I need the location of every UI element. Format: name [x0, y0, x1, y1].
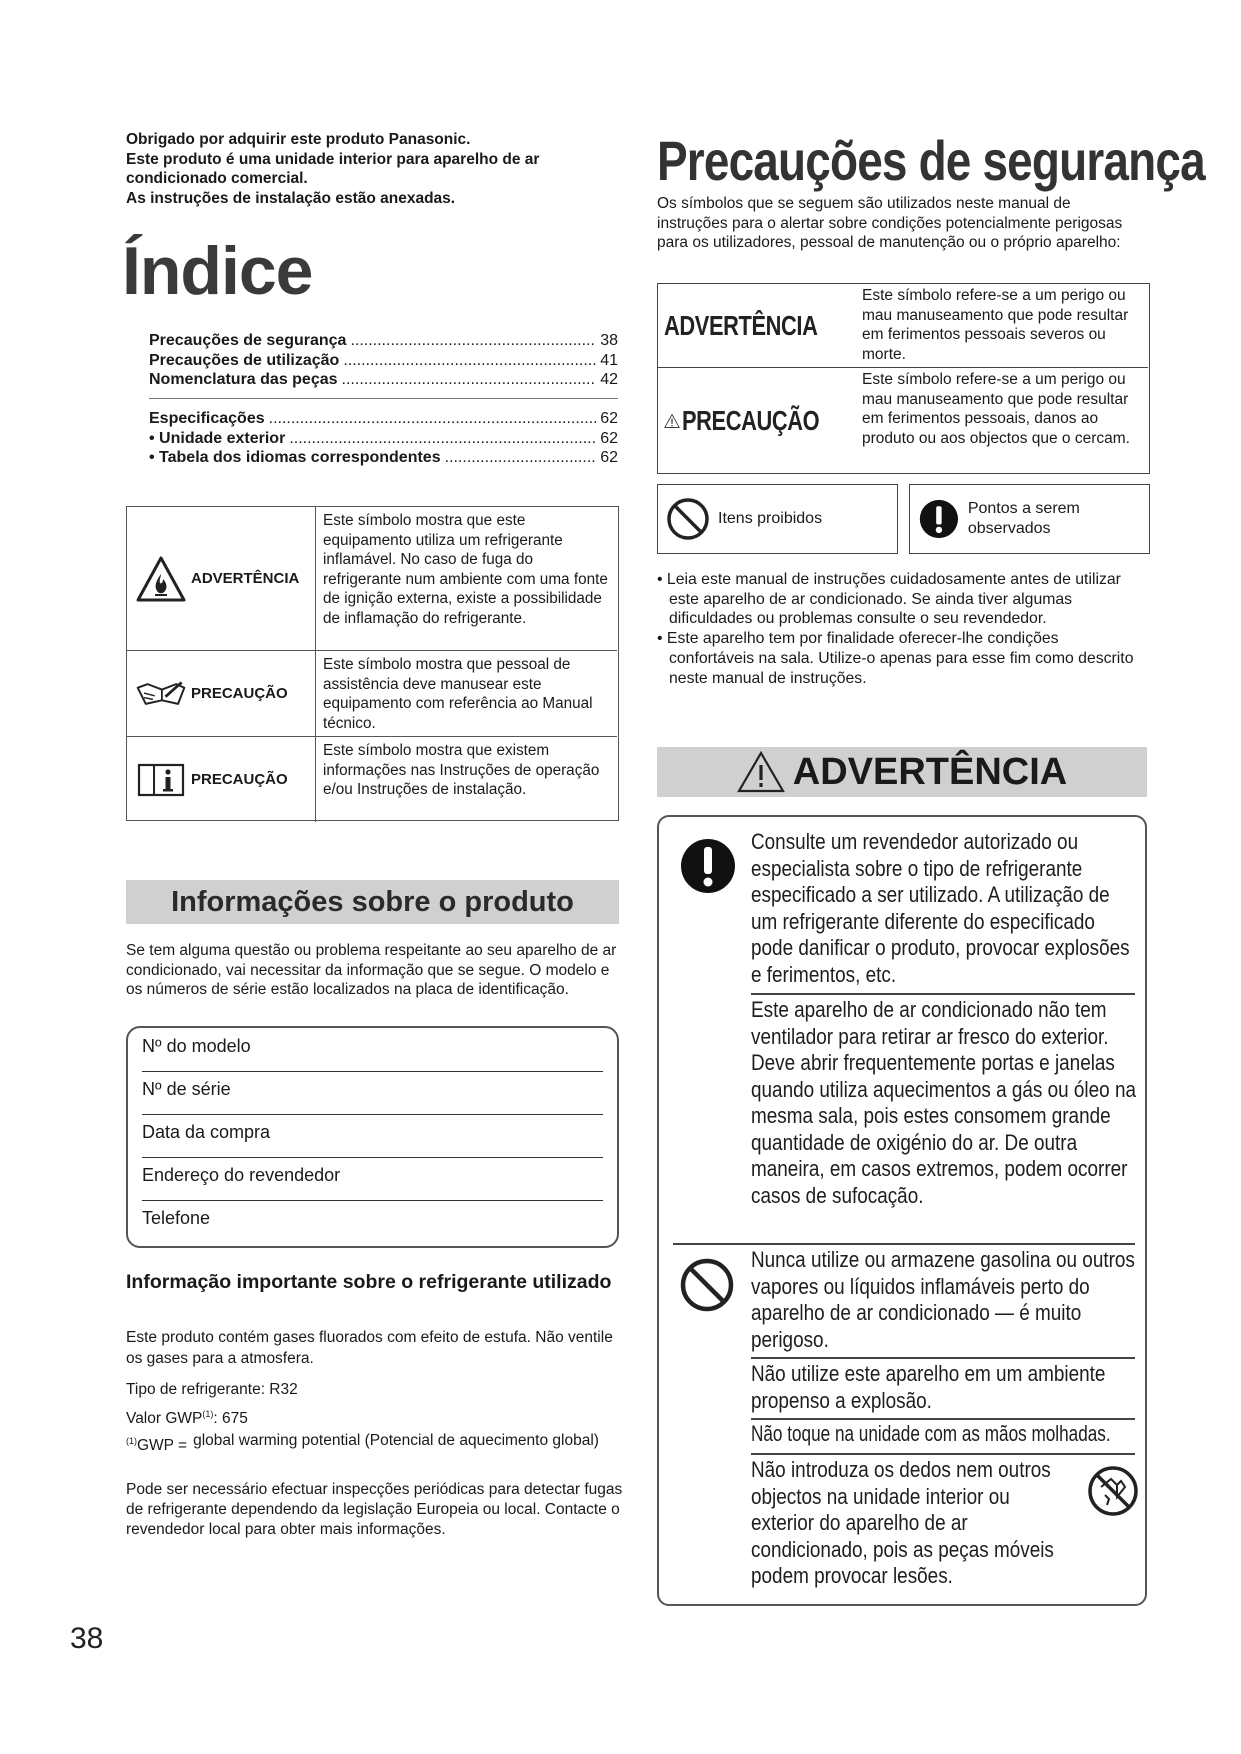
- gwp-value: Valor GWP$^{(1)}$: 675: [126, 1409, 248, 1428]
- warning-text: Não toque na unidade com as mãos molhadas.: [751, 1421, 1111, 1446]
- toc-divider: [149, 398, 618, 399]
- hazard-legend: [657, 283, 1150, 474]
- legend-label: ADVERTÊNCIA: [664, 309, 818, 341]
- warning-band: [657, 747, 1147, 797]
- legend-description: Este símbolo refere-se a um perigo ou mau manuseamento que pode resultar em ferimentos pessoais severos ou morte.: [862, 287, 1129, 363]
- warning-separator: [751, 993, 1135, 995]
- toc-entry[interactable]: Nomenclatura das peças ..... 42: [149, 371, 618, 391]
- toc-entry[interactable]: Precauções de segurança ..... 38: [149, 332, 618, 352]
- symbol-description: Este símbolo mostra que este equipamento utiliza um refrigerante inflamável. No caso de fuga do refrigerante num ambiente com uma fonte de ignição externa, existe a possibilidade de inflamação do refrigerante.: [323, 512, 608, 627]
- warning-box: [657, 815, 1147, 1606]
- flammable-warning-icon: [135, 556, 187, 602]
- toc-entry[interactable]: Precauções de utilização ..... 41: [149, 352, 618, 372]
- refrigerant-paragraph-1: Este produto contém gases fluorados com efeito de estufa. Não ventile os gases para a atmosfera.: [126, 1329, 613, 1367]
- prohibited-icon: [679, 1257, 735, 1313]
- symbol-table: [126, 506, 619, 821]
- product-info-paragraph: Se tem alguma questão ou problema respeitante ao seu aparelho de ar condicionado, vai necessitar da informação que se segue. O modelo e os números de série estão localizados na placa de identificação.: [126, 942, 617, 999]
- warning-separator: [751, 1357, 1135, 1359]
- warning-band-title: ADVERTÊNCIA: [792, 750, 1068, 793]
- page-number: 38: [70, 1622, 104, 1655]
- refrigerant-heading: Informação importante sobre o refrigerante utilizado: [126, 1271, 612, 1293]
- observed-label: Pontos a serem observados: [967, 500, 1080, 537]
- symbol-description: Este símbolo mostra que pessoal de assistência deve manusear este equipamento com referência ao Manual técnico.: [323, 656, 593, 732]
- symbol-label: PRECAUÇÃO: [191, 771, 288, 788]
- legend-label: PRECAUÇÃO: [682, 404, 820, 436]
- intro-text: [126, 130, 626, 208]
- symbol-label: PRECAUÇÃO: [191, 685, 288, 702]
- bullet-item: • Este aparelho tem por finalidade oferecer-lhe condições confortáveis na sala. Utilize-o apenas para esse fim como descrito neste manual de instruções.: [657, 630, 1134, 687]
- product-info-title: Informações sobre o produto: [126, 880, 619, 924]
- dealer-address-field[interactable]: Endereço do revendedor: [142, 1165, 341, 1185]
- toc-group-1: [149, 332, 618, 391]
- serial-number-field[interactable]: Nº de série: [142, 1079, 231, 1099]
- warning-separator: [673, 1243, 1135, 1245]
- mandatory-icon: [679, 837, 737, 895]
- legend-description: Este símbolo refere-se a um perigo ou mau manuseamento que pode resultar em ferimentos pessoais, danos ao produto ou aos objectos que o cercam.: [862, 371, 1130, 447]
- warning-text: Não utilize este aparelho em um ambiente propenso a explosão.: [751, 1361, 1106, 1413]
- refrigerant-paragraph-2: Pode ser necessário efectuar inspecções periódicas para detectar fugas de refrigerante dependendo da legislação Europeia ou local. Contacte o revendedor local para obter mais informações.: [126, 1481, 623, 1538]
- prohibited-icon: [666, 497, 710, 541]
- symbol-row: [127, 737, 617, 822]
- warning-separator: [751, 1418, 1135, 1420]
- toc-entry[interactable]: Especificações ..... 62: [149, 410, 618, 430]
- telephone-field[interactable]: Telefone: [142, 1208, 211, 1228]
- service-manual-icon: [135, 679, 187, 709]
- legend-row: [658, 284, 1148, 368]
- observed-box: [909, 484, 1150, 554]
- mandatory-icon: [918, 496, 960, 542]
- safety-bullets: [657, 570, 1137, 688]
- caution-triangle-icon: [664, 403, 680, 439]
- index-title: Índice: [122, 233, 313, 309]
- warning-separator: [751, 1453, 1135, 1455]
- prohibited-box: [657, 484, 898, 554]
- symbol-row: [127, 507, 617, 651]
- no-fingers-icon: [1087, 1465, 1139, 1517]
- refrigerant-type: Tipo de refrigerante: R32: [126, 1381, 298, 1398]
- model-number-field[interactable]: Nº do modelo: [142, 1036, 251, 1056]
- identification-box: [126, 1026, 619, 1248]
- warning-triangle-icon: [737, 751, 785, 793]
- prohibited-label: Itens proibidos: [718, 510, 823, 528]
- symbol-label: ADVERTÊNCIA: [191, 570, 300, 587]
- toc-entry[interactable]: • Tabela dos idiomas correspondentes ..... 62: [149, 449, 618, 469]
- info-manual-icon: [135, 762, 187, 798]
- symbol-description: Este símbolo mostra que existem informações nas Instruções de operação e/ou Instruções de instalação.: [323, 742, 600, 799]
- symbol-row: [127, 651, 617, 737]
- toc-group-2: [149, 410, 618, 469]
- warning-text: Nunca utilize ou armazene gasolina ou outros vapores ou líquidos inflamáveis perto do aparelho de ar condicionado — é muito perigoso.: [751, 1247, 1135, 1352]
- warning-text: Não introduza os dedos nem outros objectos na unidade interior ou exterior do aparelho de ar condicionado, pois as peças móveis podem provocar lesões.: [751, 1457, 1054, 1588]
- toc-entry[interactable]: • Unidade exterior ..... 62: [149, 430, 618, 450]
- warning-text: Este aparelho de ar condicionado não tem ventilador para retirar ar fresco do exterior. Deve abrir frequentemente portas e janelas quando utiliza aquecimentos a gás ou óleo na mesma sala, pois estes consomem grande quantidade de oxigénio do ar. De outra maneira, em casos extremos, podem ocorrer casos de sufocação.: [751, 997, 1136, 1208]
- warning-text: Consulte um revendedor autorizado ou especialista sobre o tipo de refrigerante especificado a ser utilizado. A utilização de um refrigerante diferente do especificado pode danificar o produto, provocar explosões e ferimentos, etc.: [751, 829, 1130, 987]
- purchase-date-field[interactable]: Data da compra: [142, 1122, 271, 1142]
- gwp-footnote: $^{(1)}$GWP = global warming potential (Potencial de aquecimento global): [126, 1432, 599, 1455]
- safety-title: Precauções de segurança: [657, 129, 1205, 192]
- legend-row: [658, 368, 1148, 473]
- intro-line-3: As instruções de instalação estão anexadas.: [126, 189, 456, 207]
- bullet-item: • Leia este manual de instruções cuidadosamente antes de utilizar este aparelho de ar condicionado. Se ainda tiver algumas dificuldades ou problemas consulte o seu revendedor.: [657, 571, 1121, 628]
- intro-line-2: Este produto é uma unidade interior para aparelho de ar condicionado comercial.: [126, 150, 540, 187]
- intro-line-1: Obrigado por adquirir este produto Panasonic.: [126, 131, 471, 148]
- safety-intro: Os símbolos que se seguem são utilizados neste manual de instruções para o alertar sobre condições potencialmente perigosas para os utilizadores, pessoal de manutenção ou o próprio aparelho:: [657, 195, 1123, 252]
